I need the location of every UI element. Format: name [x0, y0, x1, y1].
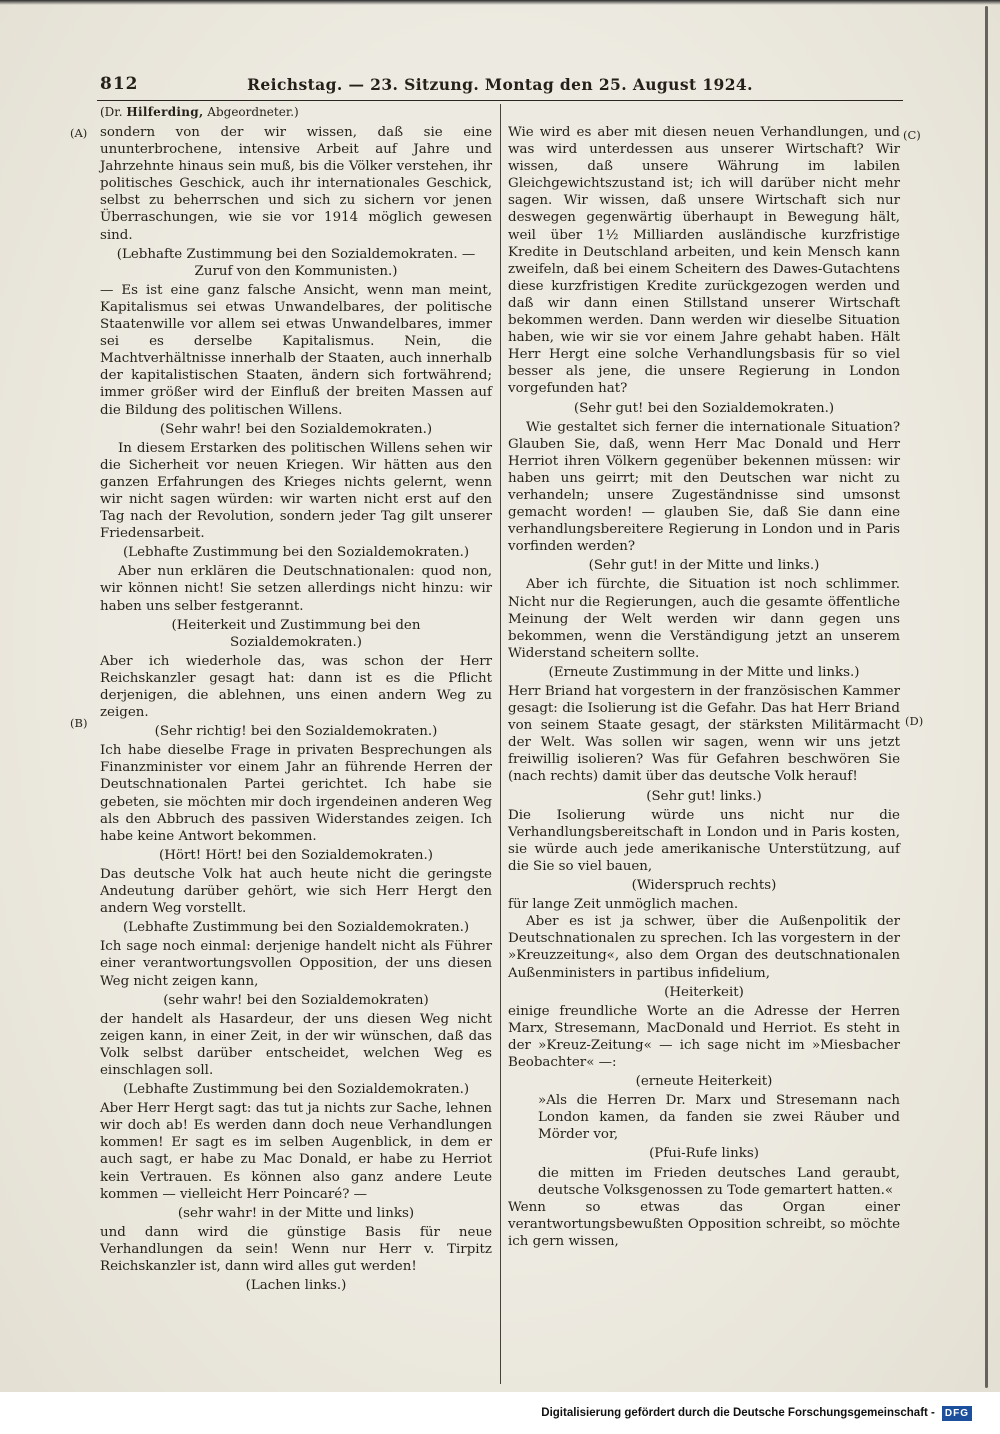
speech-paragraph: Aber nun erklären die Deutschnationalen: quod non, wir können nicht! Sie setzen allerdings nicht hinzu: wir haben uns selber festgerannt.	[100, 564, 492, 614]
stage-direction: (Sehr gut! bei den Sozialdemokraten.)	[573, 400, 835, 416]
stage-direction: (Sehr wahr! bei den Sozialdemokraten.)	[159, 421, 433, 437]
speaker-line	[100, 105, 492, 119]
stage-direction: (Sehr gut! links.)	[646, 788, 762, 804]
header-rule	[97, 100, 903, 101]
page-title: Reichstag. — 23. Sitzung. Montag den 25. August 1924.	[247, 75, 753, 94]
stage-direction: (Heiterkeit und Zustimmung bei den Sozialdemokraten.)	[171, 617, 421, 650]
stage-direction: (Hört! Hört! bei den Sozialdemokraten.)	[159, 847, 433, 863]
speech-paragraph: sondern von der wir wissen, daß sie eine ununterbrochene, intensive Arbeit auf Jahre und Jahrzehnte hinaus sein muß, bis die Völker verstehen, ihr politisches Geschick, auch ihr internationales Geschick, selbst zu beherrschen und sich zu sichern vor jenen Überraschungen, wie sie vor 1914 möglich gewesen sind.	[100, 125, 492, 243]
speech-paragraph: Herr Briand hat vorgestern in der französischen Kammer gesagt: die Isolierung ist die Gefahr. Das hat Herr Briand von seinem Staate gesagt, der stärksten Militärmacht der Welt. Was sollen wir sagen, wenn wir uns jetzt freiwillig isolieren? Was für Gefahren beschwören Sie (nach rechts) damit über das deutsche Volk herauf!	[508, 684, 900, 785]
scan-top-edge-artifact	[0, 0, 1000, 5]
stage-direction: (sehr wahr! in der Mitte und links)	[177, 1205, 415, 1221]
speech-paragraph: Wie wird es aber mit diesen neuen Verhandlungen, und was wird unterdessen aus unserer Wirtschaft? Wir wissen, daß unsere Währung im labilen Gleichgewichtszustand ist; ich will darüber nicht mehr sagen. Wir wissen, daß unsere Wirtschaft sich nur deswegen gegenwärtig überhaupt in Bewegung hält, weil über 1½ Milliarden ausländische kurzfristige Kredite in Deutschland arbeiten, und kein Mensch kann zweifeln, daß bei einem Scheitern des Dawes-Gutachtens diese kurzfristigen Kredite zurückgezogen werden und daß wir dann einen Stillstand unserer Wirtschaft bekommen werden. Dann werden wir dieselbe Situation haben, wie wir sie vor einem Jahre gehabt haben. Hält Herr Hergt eine solche Verhandlungsbasis für so viel besser als jene, die unsere Regierung in London vorgefunden hat?	[508, 125, 900, 397]
scan-right-edge-artifact	[985, 6, 988, 1388]
stage-direction: (Sehr gut! in der Mitte und links.)	[588, 558, 820, 574]
speech-paragraph: — Es ist eine ganz falsche Ansicht, wenn man meint, Kapitalismus sei etwas Unwandelbares, der politische Staatenwille vor allem sei etwas Unwandelbares, immer sei es derselbe Kapitalismus. Nein, die Machtverhältnisse innerhalb der Staaten, auch innerhalb der kapitalistischen Staaten, ändern sich fortwährend; immer größer wird der Einfluß der breiten Massen auf die Bildung des politischen Willens.	[100, 282, 492, 418]
speech-paragraph: Die Isolierung würde uns nicht nur die Verhandlungsbereitschaft in London und in Paris kosten, sie würde auch jede amerikanische Unterstützung, auf die Sie so viel bauen,	[508, 807, 900, 874]
digitization-credit-text: Digitalisierung gefördert durch die Deutsche Forschungsgemeinschaft -	[541, 1407, 935, 1419]
speech-paragraph: Aber es ist ja schwer, über die Außenpolitik der Deutschnationalen zu sprechen. Ich las vorgestern in der »Kreuzzeitung«, also dem Organ des deutschnationalen Außenministers in partibus infidelium,	[508, 914, 900, 981]
speaker-prefix: (Dr.	[100, 105, 127, 119]
speech-paragraph: Wenn so etwas das Organ einer verantwortungsbewußten Opposition schreibt, so möchte ich gern wissen,	[508, 1199, 900, 1249]
stage-direction: (sehr wahr! bei den Sozialdemokraten)	[163, 992, 429, 1008]
speaker-name: Hilferding,	[126, 105, 204, 119]
stage-direction: (Sehr richtig! bei den Sozialdemokraten.)	[154, 724, 438, 740]
stage-direction: (Heiterkeit)	[664, 984, 744, 1000]
quoted-text: die mitten im Frieden deutsches Land geraubt, deutsche Volksgenossen zu Tode gemartert hatten.«	[538, 1165, 900, 1198]
stage-direction: (erneute Heiterkeit)	[635, 1074, 773, 1090]
margin-marker-a: (A)	[70, 126, 88, 140]
speech-paragraph: Das deutsche Volk hat auch heute nicht die geringste Andeutung darüber gehört, wie sich Herr Hergt den andern Weg vorstellt.	[100, 866, 492, 917]
quoted-text: »Als die Herren Dr. Marx und Stresemann nach London kamen, da fanden sie zwei Räuber und Mörder vor,	[538, 1093, 900, 1143]
left-text-column	[100, 124, 492, 1296]
stage-direction: (Widerspruch rechts)	[631, 878, 777, 894]
speech-paragraph: Aber ich fürchte, die Situation ist noch schlimmer. Nicht nur die Regierungen, auch die gesamte öffentliche Meinung der Welt werden wir dann gegen uns bekommen, wenn die Verständigung jetzt an unserem Widerstand scheitern sollte.	[508, 577, 900, 661]
stage-direction: (Erneute Zustimmung in der Mitte und links.)	[548, 664, 860, 680]
page-number: 812	[100, 74, 139, 94]
stage-direction: (Pfui-Rufe links)	[649, 1146, 759, 1162]
speech-paragraph: für lange Zeit unmöglich machen.	[508, 897, 739, 913]
margin-marker-d: (D)	[905, 714, 924, 728]
margin-marker-c: (C)	[903, 128, 921, 142]
speech-paragraph: Aber Herr Hergt sagt: das tut ja nichts zur Sache, lehnen wir doch ab! Es werden dann doch neue Verhandlungen kommen! Er sagt es im selben Augenblick, in dem er auch sagt, er habe zu Mac Donald, er habe zu Herriot kein Vertrauen. Es können also ganz andere Leute kommen — vielleicht Herr Poincaré? —	[100, 1101, 492, 1202]
speech-paragraph: Aber ich wiederhole das, was schon der Herr Reichskanzler gesagt hat: dann ist es die Pflicht derjenigen, die ablehnen, uns einen andern Weg zu zeigen.	[100, 653, 492, 721]
column-divider-rule	[500, 104, 501, 1384]
stage-direction: (Lachen links.)	[245, 1278, 347, 1294]
stage-direction: (Lebhafte Zustimmung bei den Sozialdemokraten.)	[122, 1082, 470, 1098]
stage-direction: (Lebhafte Zustimmung bei den Sozialdemokraten.)	[122, 920, 470, 936]
stage-direction: (Lebhafte Zustimmung bei den Sozialdemokraten. — Zuruf von den Kommunisten.)	[116, 246, 476, 279]
speech-paragraph: der handelt als Hasardeur, der uns diesen Weg nicht zeigen kann, in einer Zeit, in der wir wünschen, daß das Volk selbst darüber entscheidet, welchen Weg es einschlagen soll.	[100, 1011, 492, 1078]
right-text-column	[508, 124, 900, 1250]
speech-paragraph: Ich sage noch einmal: derjenige handelt nicht als Führer einer verantwortungsvollen Opposition, der uns diesen Weg nicht zeigen kann,	[100, 939, 492, 989]
page-header	[100, 74, 900, 96]
speech-paragraph: Wie gestaltet sich ferner die internationale Situation? Glauben Sie, daß, wenn Herr Mac Donald und Herr Herriot ihren Völkern gegenüber bekennen müssen: wir haben uns geirrt; mit den Deutschen war nicht zu verhandeln; unsere Zugeständnisse sind umsonst gemacht worden! — glauben Sie, daß Sie dann eine verhandlungsbereitere Regierung in London und in Paris vorfinden werden?	[508, 419, 900, 555]
speech-paragraph: Ich habe dieselbe Frage in privaten Besprechungen als Finanzminister vor einem Jahr an führende Herren der Deutschnationalen Partei gerichtet. Ich habe sie gebeten, sie möchten mir doch irgendeinen anderen Weg als den Abbruch des passiven Widerstandes zeigen. Ich habe keine Antwort bekommen.	[100, 743, 492, 844]
speaker-suffix: Abgeordneter.)	[203, 105, 299, 119]
speech-paragraph: und dann wird die günstige Basis für neue Verhandlungen da sein! Wenn nur Herr v. Tirpitz Reichskanzler ist, dann wird alles gut werden!	[100, 1224, 492, 1274]
digitization-footer	[0, 1392, 1000, 1434]
speech-paragraph: In diesem Erstarken des politischen Willens sehen wir die Sicherheit vor neuen Kriegen. Wir hätten aus den ganzen Erfahrungen des Krieges nichts gelernt, wenn wir nicht sagen würden: wir warten nicht erst auf den Tag nach der Revolution, sondern jeder Tag gilt unserer Friedensarbeit.	[100, 440, 492, 542]
speech-paragraph: einige freundliche Worte an die Adresse der Herren Marx, Stresemann, MacDonald und Herriot. Es steht in der »Kreuz-Zeitung« — ich sage nicht im »Miesbacher Beobachter« —:	[508, 1003, 900, 1070]
dfg-logo: DFG	[942, 1406, 972, 1421]
margin-marker-b: (B)	[70, 716, 88, 730]
stage-direction: (Lebhafte Zustimmung bei den Sozialdemokraten.)	[122, 545, 470, 561]
